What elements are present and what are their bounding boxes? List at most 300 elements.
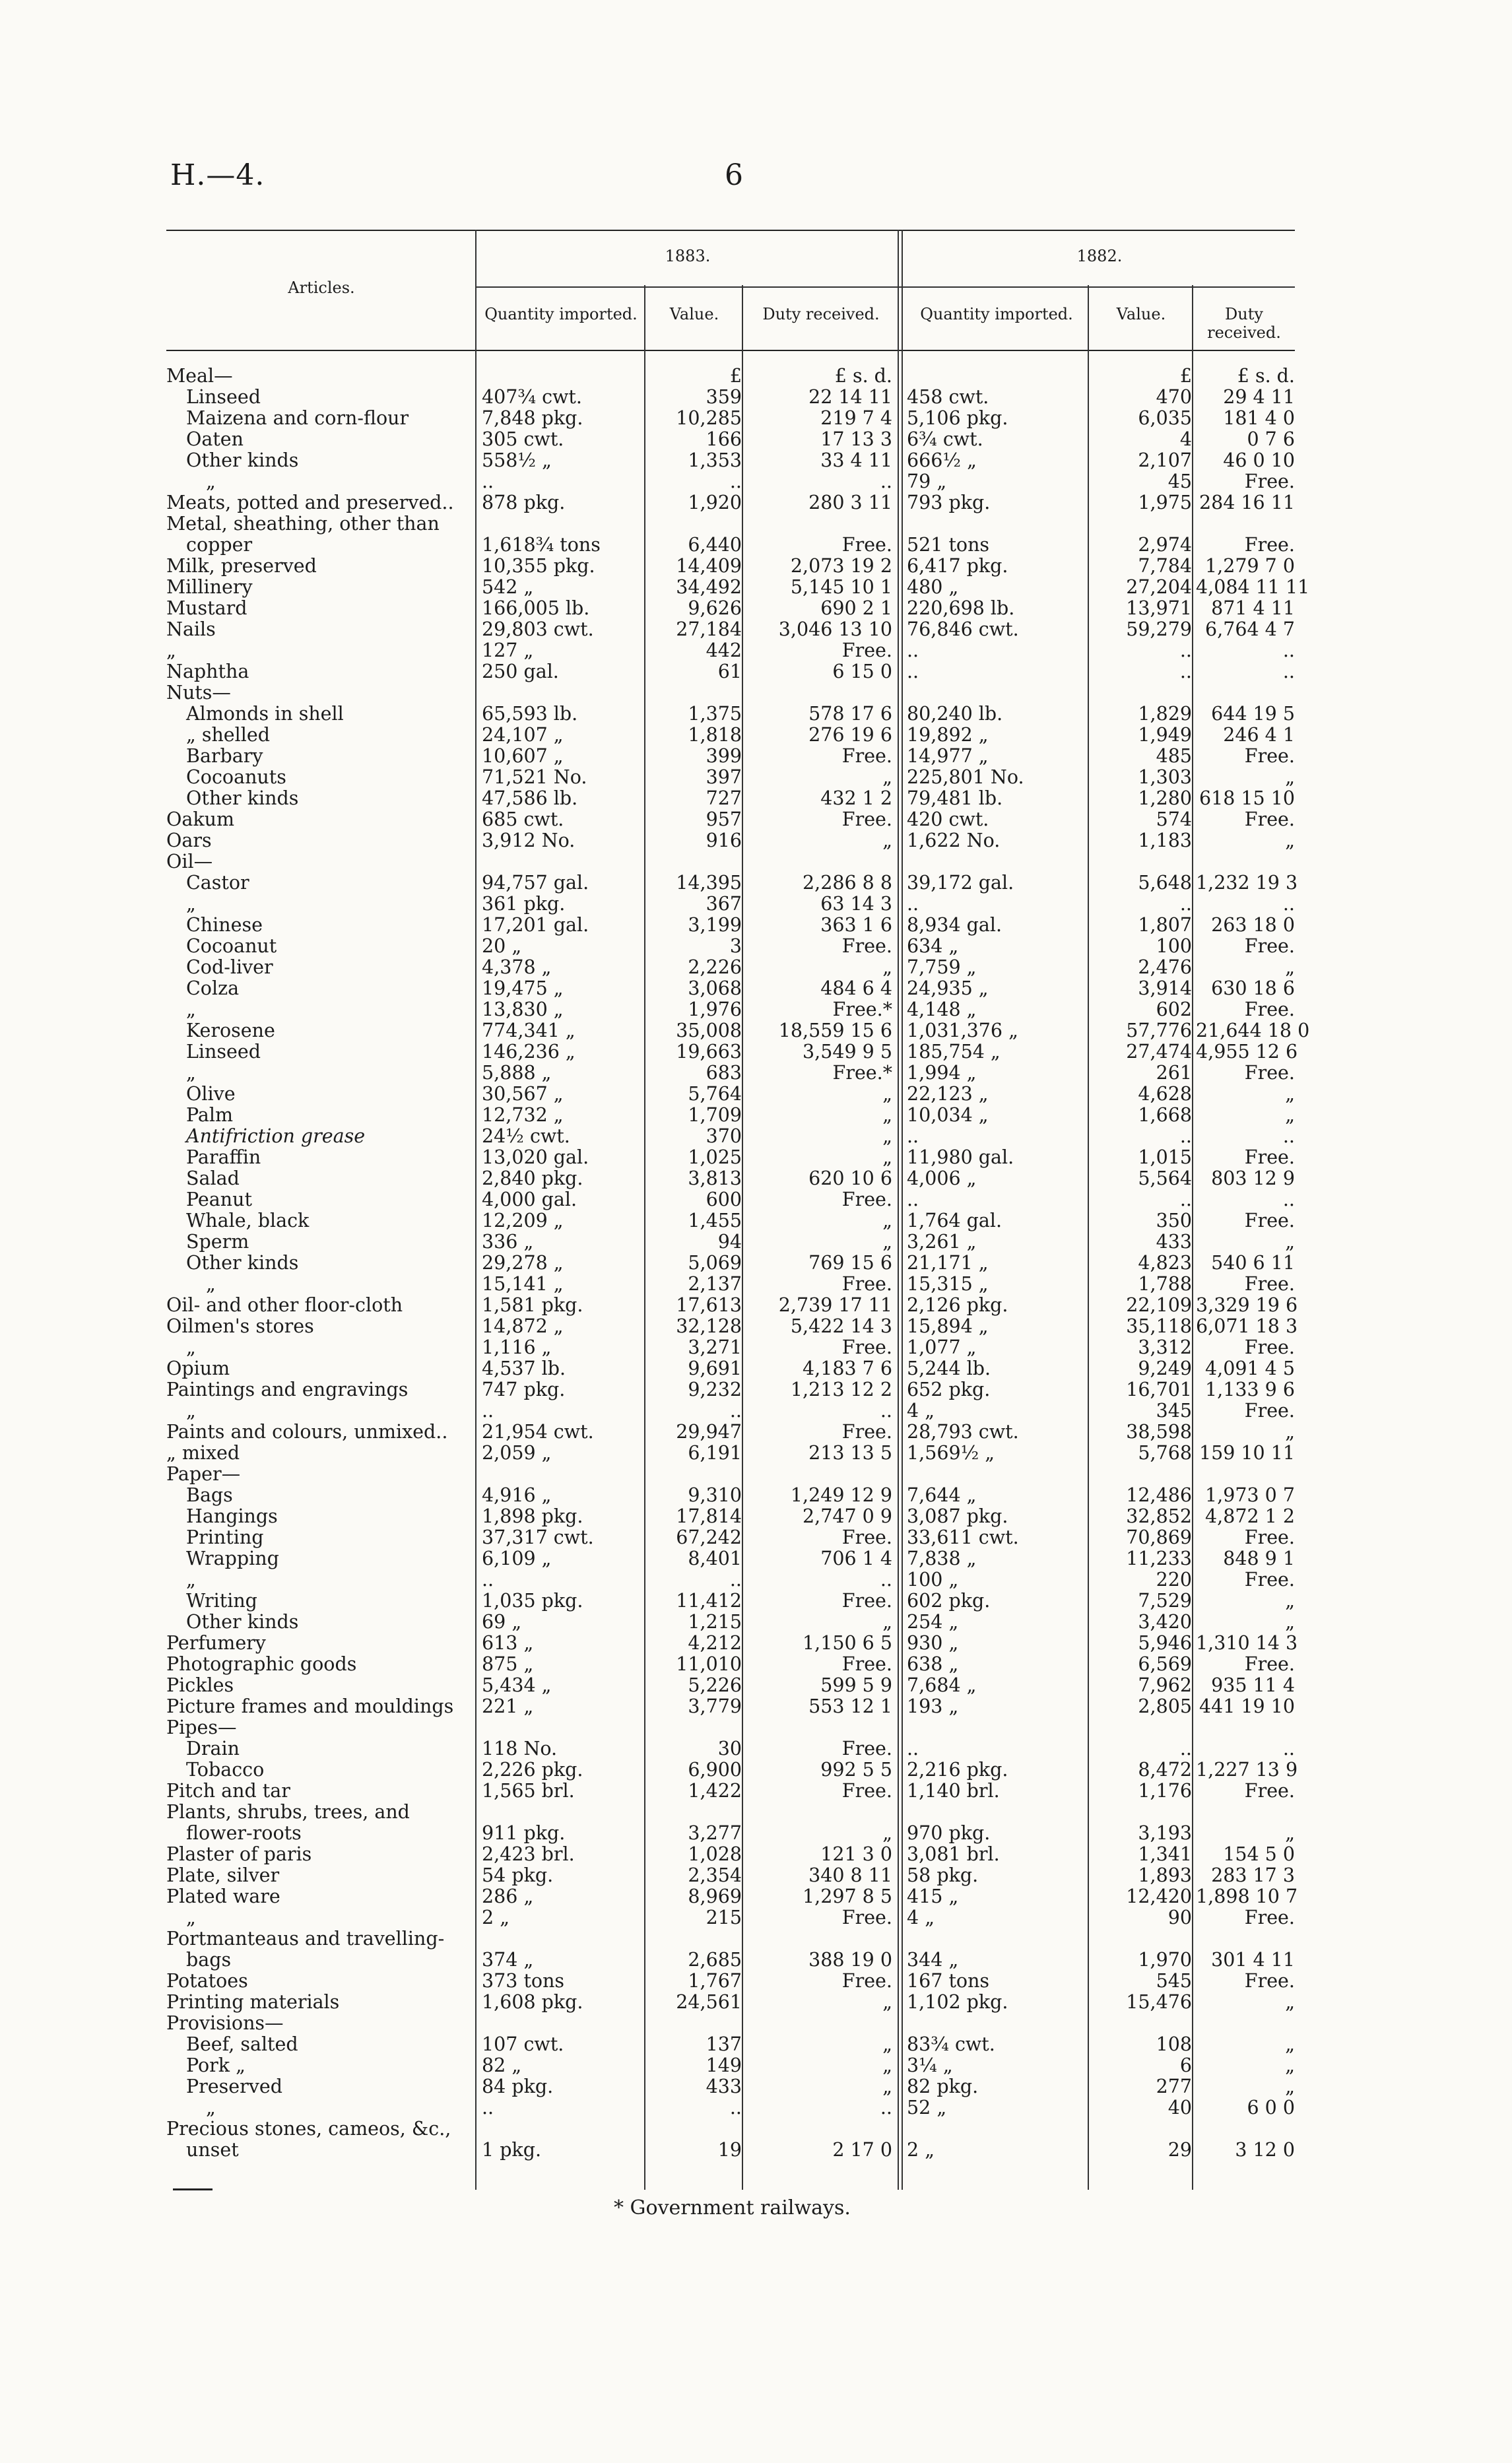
article-cell: Provisions— <box>166 2012 284 2034</box>
value-1883-cell: 957 <box>706 808 742 830</box>
quantity-1882-cell: 1,077 „ <box>907 1336 977 1358</box>
table-row <box>166 1992 1295 2013</box>
table-row <box>166 1337 1295 1358</box>
quantity-1882-cell: 4,148 „ <box>907 999 977 1020</box>
value-1882-cell: 12,420 <box>1126 1886 1192 1907</box>
quantity-1882-cell: 420 cwt. <box>907 808 989 830</box>
duty-1882-cell: Free. <box>1244 935 1295 957</box>
article-cell: Other kinds <box>186 449 299 471</box>
quantity-1883-cell: .. <box>482 1569 494 1591</box>
article-cell: Chinese <box>186 914 263 936</box>
table-row <box>166 872 1298 894</box>
quantity-1883-cell: 17,201 gal. <box>482 914 589 936</box>
quantity-1882-cell: 1,764 gal. <box>907 1210 1003 1232</box>
value-1883-cell: 6,900 <box>688 1759 742 1781</box>
quantity-1883-cell: 361 pkg. <box>482 893 566 915</box>
value-1882-cell: 1,970 <box>1138 1949 1192 1971</box>
quantity-1882-cell: 4,006 „ <box>907 1167 977 1189</box>
value-1882-cell: 6,035 <box>1138 407 1192 429</box>
article-cell: „ <box>186 1569 196 1591</box>
duty-1882-cell: „ <box>1285 1231 1295 1253</box>
value-1883-cell: 14,409 <box>676 555 742 577</box>
duty-1883-cell: 1,249 12 9 <box>790 1484 892 1506</box>
article-cell: Hangings <box>186 1505 278 1527</box>
quantity-1882-cell: 76,846 cwt. <box>907 618 1019 640</box>
quantity-1883-cell: 20 „ <box>482 935 522 957</box>
bottom-short-rule <box>173 2188 213 2190</box>
quantity-1882-cell: 10,034 „ <box>907 1104 989 1126</box>
table-row <box>166 387 1295 408</box>
quantity-1883-cell: 94,757 gal. <box>482 872 589 894</box>
value-1882-cell: 6 <box>1179 2054 1192 2076</box>
duty-1883-cell: „ <box>882 1210 892 1232</box>
duty-1882-cell: „ <box>1285 830 1295 851</box>
value-1883-cell: 11,412 <box>676 1590 742 1612</box>
duty-1882-cell: 29 4 11 <box>1223 386 1295 408</box>
table-row <box>166 1548 1295 1569</box>
value-1883-cell: 727 <box>706 787 742 809</box>
article-cell: Oil- and other floor-cloth <box>166 1294 403 1316</box>
duty-1883-cell: 769 15 6 <box>808 1252 892 1274</box>
value-1883-cell: 1,025 <box>688 1146 742 1168</box>
value-1882-cell: 8,472 <box>1138 1759 1192 1781</box>
quantity-1883-cell: 24½ cwt. <box>482 1125 570 1147</box>
table-row <box>166 408 1295 429</box>
table-row <box>166 1020 1310 1041</box>
duty-1883-cell: „ <box>882 766 892 788</box>
quantity-1883-cell: 19,475 „ <box>482 977 564 999</box>
article-cell: Meats, potted and preserved.. <box>166 492 454 513</box>
duty-1882-cell: 6,764 4 7 <box>1205 618 1295 640</box>
value-1883-cell: 1,767 <box>688 1970 742 1992</box>
quantity-1883-cell: 82 „ <box>482 2054 522 2076</box>
duty-1882-cell: 644 19 5 <box>1211 703 1295 725</box>
quantity-1883-cell: 2 „ <box>482 1907 509 1928</box>
table-row <box>166 2118 1295 2140</box>
quantity-1883-cell: 30,567 „ <box>482 1083 564 1105</box>
article-cell: Milk, preserved <box>166 555 317 577</box>
article-cell: Oakum <box>166 808 235 830</box>
imports-table <box>166 230 1310 2161</box>
quantity-1882-cell: 52 „ <box>907 2097 947 2118</box>
value-1882-cell: 9,249 <box>1138 1358 1192 1379</box>
duty-1883-cell: 992 5 5 <box>820 1759 892 1781</box>
quantity-1882-cell: 1,031,376 „ <box>907 1020 1018 1041</box>
value-1883-cell: 27,184 <box>676 618 742 640</box>
year-1882-heading: 1882. <box>1076 247 1123 265</box>
article-cell: Opium <box>166 1358 230 1379</box>
table-row <box>166 915 1295 936</box>
value-1883-cell: 3,277 <box>688 1822 742 1844</box>
table-row <box>166 1971 1295 1992</box>
duty-1882-heading: Duty received. <box>1207 305 1281 342</box>
value-1883-cell: 370 <box>706 1125 742 1147</box>
table-row <box>166 2055 1295 2076</box>
value-1882-cell: 1,829 <box>1138 703 1192 725</box>
table-row <box>166 1844 1295 1865</box>
duty-1882-cell: 46 0 10 <box>1223 449 1295 471</box>
table-row <box>166 1591 1295 1612</box>
article-cell: Wrapping <box>186 1548 279 1569</box>
duty-1882-cell: 301 4 11 <box>1211 1949 1295 1971</box>
articles-heading: Articles. <box>288 279 355 297</box>
value-1882-cell: 27,474 <box>1126 1041 1192 1063</box>
duty-1882-cell: Free. <box>1244 999 1295 1020</box>
table-row <box>166 619 1295 640</box>
quantity-1882-cell: 39,172 gal. <box>907 872 1014 894</box>
duty-1883-cell: 1,150 6 5 <box>803 1632 892 1654</box>
value-1882-cell: 3,312 <box>1138 1336 1192 1358</box>
article-cell: Antifriction grease <box>186 1125 366 1147</box>
duty-1883-cell: 2 17 0 <box>832 2139 892 2161</box>
article-cell: Paints and colours, unmixed.. <box>166 1421 448 1443</box>
quantity-1882-cell: 480 „ <box>907 576 959 598</box>
duty-1883-cell: „ <box>882 2033 892 2055</box>
quantity-1882-cell: 7,838 „ <box>907 1548 977 1569</box>
value-1882-cell: .. <box>1179 893 1192 915</box>
year-1883-heading: 1883. <box>665 247 711 265</box>
duty-1883-cell: 553 12 1 <box>808 1695 892 1717</box>
table-row <box>166 1105 1295 1126</box>
article-cell: Pork „ <box>186 2054 246 2076</box>
duty-1883-cell: 33 4 11 <box>820 449 892 471</box>
value-1882-cell: 2,107 <box>1138 449 1192 471</box>
duty-1882-cell: 1,310 14 3 <box>1196 1632 1298 1654</box>
duty-1882-cell: 1,232 19 3 <box>1196 872 1298 894</box>
duty-1883-cell: 484 6 4 <box>820 977 892 999</box>
value-1883-cell: 215 <box>706 1907 742 1928</box>
article-cell: „ <box>186 1907 196 1928</box>
value-1883-cell: 137 <box>706 2033 742 2055</box>
article-cell: Pickles <box>166 1674 234 1696</box>
table-row <box>166 1632 1298 1654</box>
article-cell: „ <box>206 2097 216 2118</box>
duty-1882-cell: 6 0 0 <box>1247 2097 1295 2118</box>
article-cell: „ <box>206 1273 216 1295</box>
value-1882-cell: 4,628 <box>1138 1083 1192 1105</box>
quantity-1882-cell: 930 „ <box>907 1632 959 1654</box>
article-cell: Paraffin <box>186 1146 261 1168</box>
article-cell: Cocoanuts <box>186 766 286 788</box>
quantity-1883-cell: 10,607 „ <box>482 745 564 767</box>
table-row <box>166 957 1295 978</box>
table-row <box>166 556 1295 577</box>
article-cell: Oars <box>166 830 212 851</box>
table-row <box>166 1379 1295 1400</box>
duty-1882-cell: „ <box>1285 1083 1295 1105</box>
duty-1883-cell: 1,213 12 2 <box>790 1379 892 1400</box>
duty-1882-cell: 871 4 11 <box>1211 597 1295 619</box>
quantity-1882-cell: 11,980 gal. <box>907 1146 1014 1168</box>
value-1882-cell: 57,776 <box>1126 1020 1192 1041</box>
quantity-1883-cell: 774,341 „ <box>482 1020 575 1041</box>
value-1883-cell: 5,069 <box>688 1252 742 1274</box>
quantity-1882-cell: 22,123 „ <box>907 1083 989 1105</box>
value-1882-cell: .. <box>1179 640 1192 661</box>
duty-1882-cell: „ <box>1285 1104 1295 1126</box>
value-1882-cell: 574 <box>1156 808 1192 830</box>
value-1883-cell: .. <box>729 471 742 492</box>
quantity-1882-cell: 21,171 „ <box>907 1252 989 1274</box>
table-row <box>166 2097 1295 2118</box>
article-cell: Other kinds <box>186 787 299 809</box>
quantity-1882-cell: 638 „ <box>907 1653 959 1675</box>
table-row <box>166 1485 1295 1506</box>
value-1882-cell: 35,118 <box>1126 1315 1192 1337</box>
value-1883-cell: 3,199 <box>688 914 742 936</box>
duty-1883-cell: .. <box>880 1400 892 1422</box>
duty-1882-cell: £ s. d. <box>1237 365 1295 387</box>
value-1883-cell: 6,440 <box>688 534 742 556</box>
duty-1882-cell: 1,133 9 6 <box>1205 1379 1295 1400</box>
duty-1882-cell: „ <box>1285 956 1295 978</box>
value-1882-cell: 1,893 <box>1138 1864 1192 1886</box>
value-1882-cell: 108 <box>1156 2033 1192 2055</box>
quantity-1882-cell: 193 „ <box>907 1695 959 1717</box>
value-1882-cell: 261 <box>1156 1062 1192 1084</box>
value-1883-cell: .. <box>729 2097 742 2118</box>
value-1882-cell: 1,280 <box>1138 787 1192 809</box>
duty-1882-cell: 441 19 10 <box>1199 1695 1295 1717</box>
value-1883-cell: 149 <box>706 2054 742 2076</box>
value-1882-cell: 16,701 <box>1126 1379 1192 1400</box>
value-1882-cell: 12,486 <box>1126 1484 1192 1506</box>
value-1882-cell: 45 <box>1167 471 1192 492</box>
value-1883-cell: 359 <box>706 386 742 408</box>
quantity-1883-cell: 146,236 „ <box>482 1041 575 1063</box>
quantity-1883-cell: 107 cwt. <box>482 2033 564 2055</box>
table-row <box>166 1274 1295 1295</box>
table-row <box>166 1506 1295 1527</box>
duty-1882-cell: „ <box>1285 1822 1295 1844</box>
value-1883-cell: 19 <box>717 2139 742 2161</box>
value-1882-cell: 7,784 <box>1138 555 1192 577</box>
duty-1882-cell: 6,071 18 3 <box>1196 1315 1298 1337</box>
value-1883-cell: 2,226 <box>688 956 742 978</box>
value-1883-cell: 1,422 <box>688 1780 742 1802</box>
value-1882-cell: 1,341 <box>1138 1843 1192 1865</box>
value-1882-cell: 6,569 <box>1138 1653 1192 1675</box>
article-cell: Paper— <box>166 1463 241 1485</box>
value-1883-cell: .. <box>729 1569 742 1591</box>
table-row <box>166 1063 1295 1084</box>
duty-1882-cell: „ <box>1285 2076 1295 2097</box>
page-reference: H.—4. <box>170 158 265 192</box>
table-body <box>166 365 1310 2161</box>
value-1882-cell: 13,971 <box>1126 597 1192 619</box>
article-cell: Plated ware <box>166 1886 280 1907</box>
quantity-1883-cell: 12,209 „ <box>482 1210 564 1232</box>
duty-1882-cell: Free. <box>1244 471 1295 492</box>
value-1882-cell: 1,668 <box>1138 1104 1192 1126</box>
value-1883-cell: 17,814 <box>676 1505 742 1527</box>
quantity-1882-cell: .. <box>907 1738 919 1759</box>
article-cell: Plaster of paris <box>166 1843 312 1865</box>
table-row <box>166 576 1310 598</box>
table-row <box>166 746 1295 767</box>
quantity-1882-heading: Quantity imported. <box>920 305 1073 323</box>
article-cell: Salad <box>186 1167 240 1189</box>
quantity-1883-cell: 374 „ <box>482 1949 534 1971</box>
quantity-1883-cell: 4,000 gal. <box>482 1189 577 1210</box>
value-1882-cell: .. <box>1179 661 1192 682</box>
quantity-1883-cell: 118 No. <box>482 1738 558 1759</box>
value-1883-cell: 442 <box>706 640 742 661</box>
table-row <box>166 1084 1295 1105</box>
article-cell: Printing <box>186 1527 264 1548</box>
value-1883-cell: 1,976 <box>688 999 742 1020</box>
quantity-1882-cell: 82 pkg. <box>907 2076 979 2097</box>
value-1882-cell: 470 <box>1156 386 1192 408</box>
quantity-1882-cell: 344 „ <box>907 1949 959 1971</box>
table-row <box>166 1126 1295 1147</box>
quantity-1882-cell: 5,106 pkg. <box>907 407 1008 429</box>
article-cell: Writing <box>186 1590 257 1612</box>
value-1882-cell: 15,476 <box>1126 1991 1192 2013</box>
value-1883-cell: 1,215 <box>688 1611 742 1633</box>
quantity-1882-cell: 225,801 No. <box>907 766 1024 788</box>
quantity-1882-cell: 970 pkg. <box>907 1822 991 1844</box>
quantity-1882-cell: 2,126 pkg. <box>907 1294 1008 1316</box>
article-cell: Naphtha <box>166 661 249 682</box>
duty-1883-cell: „ <box>882 1125 892 1147</box>
quantity-1883-cell: 7,848 pkg. <box>482 407 583 429</box>
quantity-1883-cell: 221 „ <box>482 1695 534 1717</box>
duty-1882-cell: .. <box>1282 893 1295 915</box>
quantity-1882-cell: 15,894 „ <box>907 1315 989 1337</box>
table-row <box>166 1802 1295 1823</box>
duty-1882-cell: Free. <box>1244 1273 1295 1295</box>
value-1883-cell: 166 <box>706 428 742 450</box>
article-cell: Almonds in shell <box>186 703 344 725</box>
duty-1882-cell: 4,872 1 2 <box>1205 1505 1295 1527</box>
article-cell: Linseed <box>186 386 261 408</box>
value-1882-cell: .. <box>1179 1189 1192 1210</box>
duty-1883-cell: 2,739 17 11 <box>778 1294 892 1316</box>
table-row <box>166 851 1295 872</box>
article-cell: „ <box>186 1062 196 1084</box>
article-cell: Drain <box>186 1738 240 1759</box>
value-1882-cell: 1,303 <box>1138 766 1192 788</box>
value-1883-cell: 2,137 <box>688 1273 742 1295</box>
value-1882-cell: 22,109 <box>1126 1294 1192 1316</box>
value-1882-heading: Value. <box>1116 305 1166 323</box>
quantity-1882-cell: 2 „ <box>907 2139 935 2161</box>
table-row <box>166 471 1295 492</box>
quantity-1883-cell: .. <box>482 2097 494 2118</box>
duty-1883-cell: 578 17 6 <box>808 703 892 725</box>
value-1883-cell: 3,271 <box>688 1336 742 1358</box>
table-row <box>166 1443 1295 1464</box>
quantity-1883-cell: 336 „ <box>482 1231 534 1253</box>
quantity-1883-cell: 47,586 lb. <box>482 787 578 809</box>
duty-1882-cell: Free. <box>1244 1146 1295 1168</box>
quantity-1882-cell: 79,481 lb. <box>907 787 1003 809</box>
value-1882-cell: 220 <box>1156 1569 1192 1591</box>
article-cell: „ <box>186 893 196 915</box>
quantity-1883-cell: 84 pkg. <box>482 2076 554 2097</box>
article-cell: Beef, salted <box>186 2033 298 2055</box>
quantity-1882-cell: 1,569½ „ <box>907 1442 995 1464</box>
value-1883-cell: .. <box>729 1400 742 1422</box>
table-row <box>166 1168 1295 1189</box>
duty-1882-cell: Free. <box>1244 1400 1295 1422</box>
duty-1882-cell: 1,973 0 7 <box>1205 1484 1295 1506</box>
article-cell: Precious stones, cameos, &c., <box>166 2118 451 2140</box>
duty-1883-cell: 3,046 13 10 <box>778 618 892 640</box>
value-1883-cell: 399 <box>706 745 742 767</box>
article-cell: Other kinds <box>186 1252 299 1274</box>
duty-1882-cell: „ <box>1285 1991 1295 2013</box>
table-row <box>166 492 1295 513</box>
table-row <box>166 1696 1295 1717</box>
duty-1882-cell: .. <box>1282 1125 1295 1147</box>
value-1883-cell: 11,010 <box>676 1653 742 1675</box>
article-cell: Oil— <box>166 851 213 872</box>
duty-1883-cell: Free.* <box>832 1062 892 1084</box>
value-1882-cell: 32,852 <box>1126 1505 1192 1527</box>
article-cell: Bags <box>186 1484 233 1506</box>
article-cell: Millinery <box>166 576 253 598</box>
value-1883-cell: 9,232 <box>688 1379 742 1400</box>
value-1883-cell: 29,947 <box>676 1421 742 1443</box>
value-1883-cell: 9,310 <box>688 1484 742 1506</box>
value-1882-cell: 1,015 <box>1138 1146 1192 1168</box>
value-1882-cell: 90 <box>1167 1907 1192 1928</box>
table-row <box>166 1041 1298 1063</box>
value-1883-cell: 24,561 <box>676 1991 742 2013</box>
quantity-1883-cell: 71,521 No. <box>482 766 587 788</box>
quantity-1883-heading: Quantity imported. <box>484 305 638 323</box>
table-row <box>166 1253 1295 1274</box>
table-row <box>166 1759 1298 1781</box>
duty-1882-cell: Free. <box>1244 1527 1295 1548</box>
article-cell: Photographic goods <box>166 1653 357 1675</box>
quantity-1883-cell: 15,141 „ <box>482 1273 564 1295</box>
article-cell: „ shelled <box>186 724 271 746</box>
article-cell: Meal— <box>166 365 233 387</box>
quantity-1882-cell: 4 „ <box>907 1907 935 1928</box>
quantity-1882-cell: .. <box>907 661 919 682</box>
duty-1883-cell: „ <box>882 1083 892 1105</box>
article-cell: Colza <box>186 977 240 999</box>
duty-1883-cell: Free. <box>841 1273 892 1295</box>
table-row <box>166 1527 1295 1548</box>
table-row <box>166 767 1295 788</box>
duty-1883-cell: Free. <box>841 1970 892 1992</box>
value-1883-cell: 3,813 <box>688 1167 742 1189</box>
table-row <box>166 1232 1295 1253</box>
article-cell: Plate, silver <box>166 1864 280 1886</box>
duty-1882-cell: „ <box>1285 2054 1295 2076</box>
table-row <box>166 1907 1295 1928</box>
table-row <box>166 1210 1295 1232</box>
quantity-1883-cell: 4,537 lb. <box>482 1358 566 1379</box>
duty-1882-cell: „ <box>1285 1421 1295 1443</box>
value-1883-cell: 683 <box>706 1062 742 1084</box>
duty-1882-cell: 4,091 4 5 <box>1205 1358 1295 1379</box>
quantity-1883-cell: 250 gal. <box>482 661 559 682</box>
duty-1883-cell: 340 8 11 <box>808 1864 892 1886</box>
table-row <box>166 1717 1295 1738</box>
article-cell: Portmanteaus and travelling- <box>166 1928 445 1950</box>
duty-1882-cell: „ <box>1285 2033 1295 2055</box>
table-row <box>166 1569 1295 1591</box>
table-row <box>166 788 1295 809</box>
quantity-1882-cell: 24,935 „ <box>907 977 989 999</box>
duty-1882-cell: 935 11 4 <box>1211 1674 1295 1696</box>
duty-1883-heading: Duty received. <box>762 305 880 323</box>
